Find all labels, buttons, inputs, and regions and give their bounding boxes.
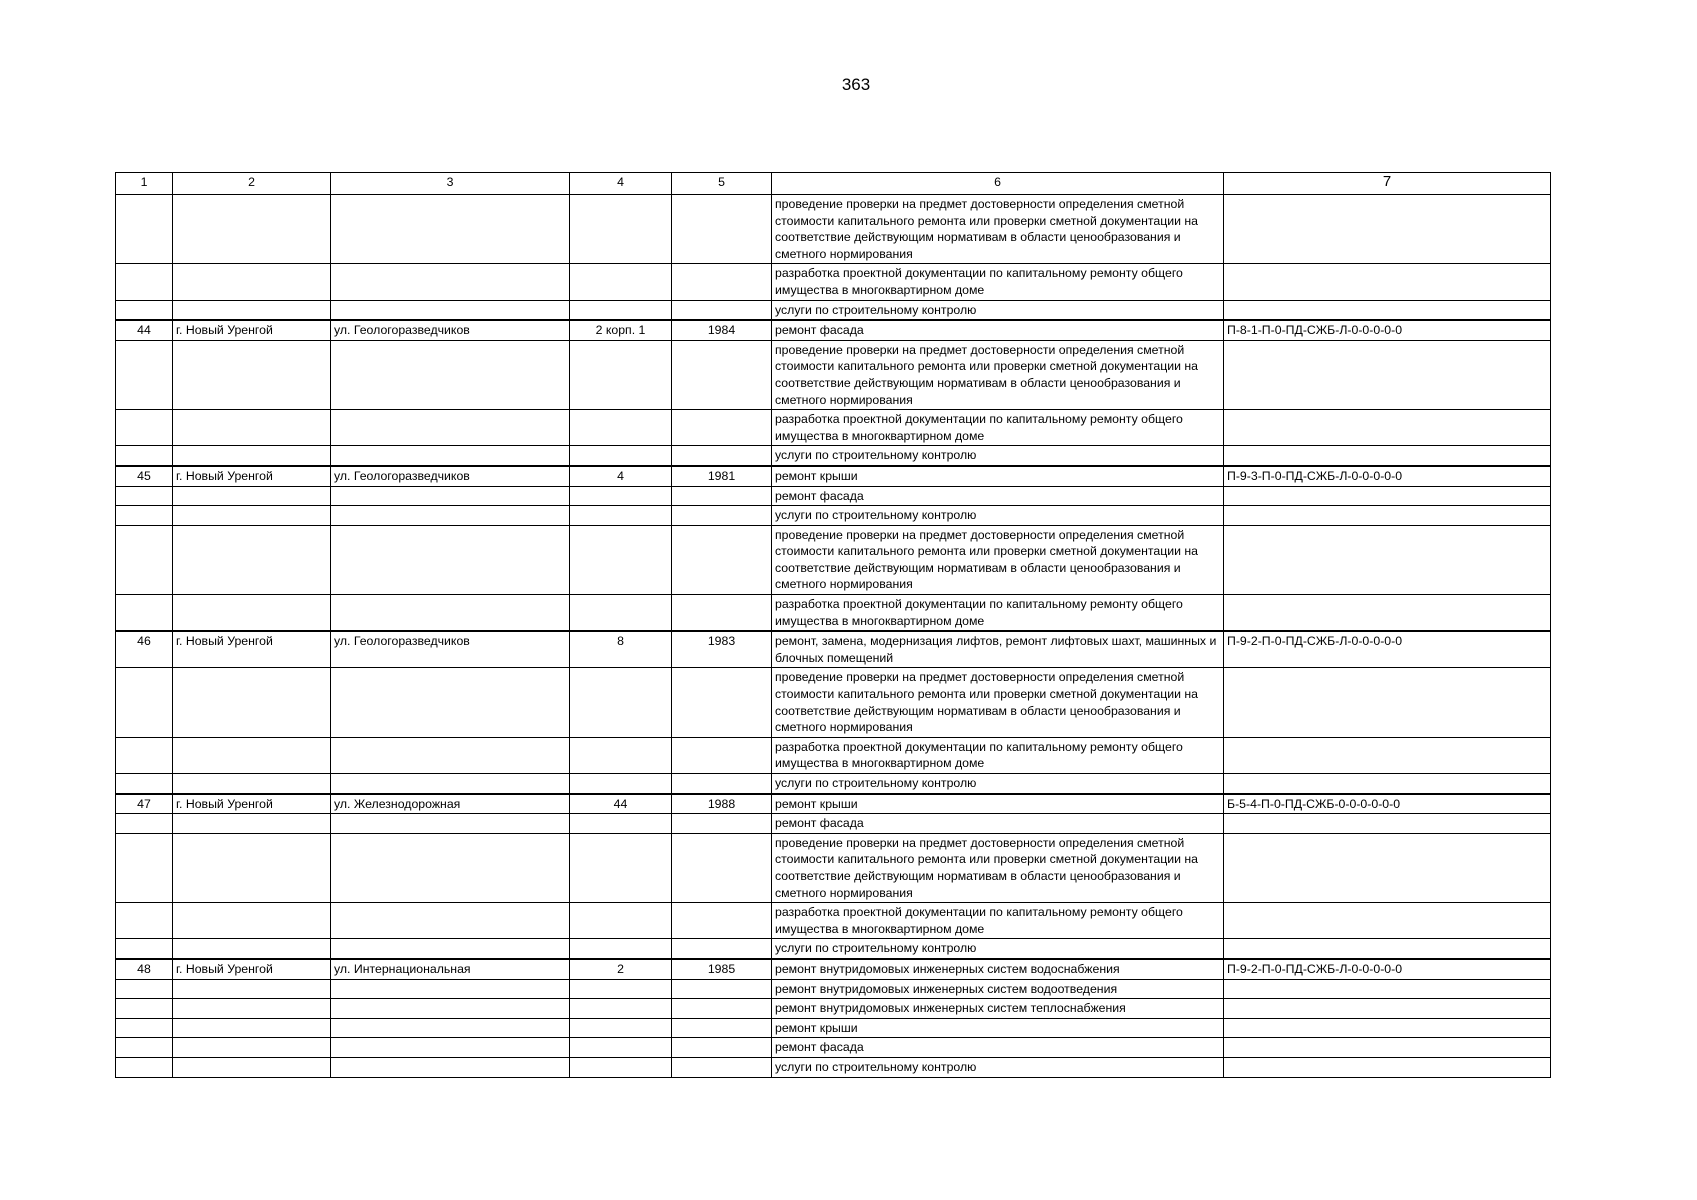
table-row — [116, 814, 1551, 834]
table-row — [116, 466, 1551, 486]
city-cell — [173, 939, 331, 959]
year-built-cell — [672, 195, 772, 264]
city-cell — [173, 668, 331, 737]
building-code-cell: П-9-2-П-0-ПД-СЖБ-Л-0-0-0-0-0 — [1224, 631, 1551, 668]
work-type-cell: разработка проектной документации по капитальному ремонту общего имущества в многоквартирном доме — [772, 410, 1224, 446]
year-built-cell — [672, 903, 772, 939]
year-built-cell: 1988 — [672, 794, 772, 814]
city-cell — [173, 340, 331, 409]
building-code-cell — [1224, 340, 1551, 409]
row-number-cell: 48 — [116, 959, 173, 979]
year-built-cell — [672, 1018, 772, 1038]
header-cell: 3 — [331, 173, 570, 195]
row-number-cell: 44 — [116, 320, 173, 340]
street-cell — [331, 446, 570, 466]
work-type-cell: разработка проектной документации по капитальному ремонту общего имущества в многоквартирном доме — [772, 903, 1224, 939]
house-number-cell — [570, 668, 672, 737]
city-cell: г. Новый Уренгой — [173, 320, 331, 340]
city-cell — [173, 999, 331, 1019]
house-number-cell — [570, 999, 672, 1019]
year-built-cell — [672, 737, 772, 773]
city-cell — [173, 410, 331, 446]
work-type-cell: разработка проектной документации по капитальному ремонту общего имущества в многоквартирном доме — [772, 595, 1224, 632]
building-code-cell — [1224, 506, 1551, 526]
table-row — [116, 979, 1551, 999]
building-code-cell — [1224, 195, 1551, 264]
city-cell — [173, 774, 331, 794]
building-code-cell — [1224, 1018, 1551, 1038]
building-code-cell — [1224, 446, 1551, 466]
year-built-cell — [672, 979, 772, 999]
house-number-cell — [570, 1038, 672, 1058]
year-built-cell — [672, 1057, 772, 1077]
row-number-cell — [116, 1057, 173, 1077]
building-code-cell — [1224, 939, 1551, 959]
table-row — [116, 340, 1551, 409]
year-built-cell: 1983 — [672, 631, 772, 668]
house-number-cell — [570, 979, 672, 999]
row-number-cell — [116, 999, 173, 1019]
year-built-cell — [672, 446, 772, 466]
building-code-cell: П-8-1-П-0-ПД-СЖБ-Л-0-0-0-0-0 — [1224, 320, 1551, 340]
table-row — [116, 525, 1551, 594]
row-number-cell — [116, 903, 173, 939]
street-cell: ул. Геологоразведчиков — [331, 466, 570, 486]
year-built-cell: 1985 — [672, 959, 772, 979]
table-row — [116, 1018, 1551, 1038]
year-built-cell — [672, 506, 772, 526]
building-code-cell — [1224, 903, 1551, 939]
year-built-cell — [672, 410, 772, 446]
city-cell: г. Новый Уренгой — [173, 631, 331, 668]
work-type-cell: ремонт крыши — [772, 1018, 1224, 1038]
house-number-cell — [570, 340, 672, 409]
row-number-cell: 46 — [116, 631, 173, 668]
row-number-cell — [116, 300, 173, 320]
street-cell: ул. Геологоразведчиков — [331, 320, 570, 340]
house-number-cell — [570, 195, 672, 264]
row-number-cell — [116, 1038, 173, 1058]
street-cell — [331, 1038, 570, 1058]
house-number-cell: 2 корп. 1 — [570, 320, 672, 340]
work-type-cell: услуги по строительному контролю — [772, 1057, 1224, 1077]
building-code-cell — [1224, 264, 1551, 300]
building-code-cell — [1224, 525, 1551, 594]
work-type-cell: ремонт фасада — [772, 1038, 1224, 1058]
year-built-cell — [672, 1038, 772, 1058]
table-row — [116, 999, 1551, 1019]
table-row — [116, 903, 1551, 939]
house-number-cell — [570, 833, 672, 902]
city-cell: г. Новый Уренгой — [173, 466, 331, 486]
year-built-cell — [672, 525, 772, 594]
street-cell: ул. Интернациональная — [331, 959, 570, 979]
house-number-cell — [570, 486, 672, 506]
work-type-cell: услуги по строительному контролю — [772, 300, 1224, 320]
city-cell — [173, 737, 331, 773]
year-built-cell — [672, 833, 772, 902]
street-cell — [331, 195, 570, 264]
street-cell — [331, 340, 570, 409]
row-number-cell — [116, 979, 173, 999]
table-row — [116, 668, 1551, 737]
house-number-cell — [570, 446, 672, 466]
year-built-cell — [672, 774, 772, 794]
house-number-cell — [570, 300, 672, 320]
building-code-cell — [1224, 410, 1551, 446]
table-row — [116, 959, 1551, 979]
row-number-cell — [116, 506, 173, 526]
work-type-cell: проведение проверки на предмет достоверности определения сметной стоимости капитального ремонта или проверки сметной документации на соответствие действующим нормативам в области ценообразования и сметного нормирования — [772, 340, 1224, 409]
work-type-cell: проведение проверки на предмет достоверности определения сметной стоимости капитального ремонта или проверки сметной документации на соответствие действующим нормативам в области ценообразования и сметного нормирования — [772, 195, 1224, 264]
city-cell — [173, 833, 331, 902]
year-built-cell — [672, 340, 772, 409]
row-number-cell — [116, 264, 173, 300]
house-number-cell — [570, 939, 672, 959]
city-cell — [173, 979, 331, 999]
house-number-cell — [570, 737, 672, 773]
building-code-cell — [1224, 1057, 1551, 1077]
house-number-cell — [570, 1018, 672, 1038]
work-type-cell: услуги по строительному контролю — [772, 939, 1224, 959]
year-built-cell — [672, 264, 772, 300]
year-built-cell — [672, 814, 772, 834]
work-type-cell: разработка проектной документации по капитальному ремонту общего имущества в многоквартирном доме — [772, 264, 1224, 300]
table-row — [116, 506, 1551, 526]
work-type-cell: ремонт крыши — [772, 466, 1224, 486]
work-type-cell: проведение проверки на предмет достоверности определения сметной стоимости капитального ремонта или проверки сметной документации на соответствие действующим нормативам в области ценообразования и сметного нормирования — [772, 668, 1224, 737]
table-row — [116, 939, 1551, 959]
row-number-cell — [116, 737, 173, 773]
year-built-cell — [672, 486, 772, 506]
table-row — [116, 1038, 1551, 1058]
city-cell — [173, 525, 331, 594]
work-type-cell: услуги по строительному контролю — [772, 506, 1224, 526]
header-cell: 2 — [173, 173, 331, 195]
city-cell — [173, 1018, 331, 1038]
street-cell — [331, 774, 570, 794]
table-row — [116, 1057, 1551, 1077]
row-number-cell — [116, 814, 173, 834]
house-number-cell — [570, 814, 672, 834]
house-number-cell — [570, 1057, 672, 1077]
work-type-cell: проведение проверки на предмет достоверности определения сметной стоимости капитального ремонта или проверки сметной документации на соответствие действующим нормативам в области ценообразования и сметного нормирования — [772, 525, 1224, 594]
work-type-cell: услуги по строительному контролю — [772, 446, 1224, 466]
work-type-cell: ремонт фасада — [772, 486, 1224, 506]
page-number: 363 — [841, 75, 871, 94]
table-row — [116, 300, 1551, 320]
row-number-cell — [116, 486, 173, 506]
table-row — [116, 320, 1551, 340]
city-cell: г. Новый Уренгой — [173, 959, 331, 979]
header-cell: 4 — [570, 173, 672, 195]
building-code-cell — [1224, 833, 1551, 902]
building-code-cell — [1224, 595, 1551, 632]
city-cell — [173, 300, 331, 320]
table-row — [116, 446, 1551, 466]
building-code-cell: Б-5-4-П-0-ПД-СЖБ-0-0-0-0-0-0 — [1224, 794, 1551, 814]
street-cell — [331, 814, 570, 834]
house-number-cell: 44 — [570, 794, 672, 814]
city-cell — [173, 1057, 331, 1077]
street-cell: ул. Геологоразведчиков — [331, 631, 570, 668]
street-cell — [331, 939, 570, 959]
header-cell: 5 — [672, 173, 772, 195]
building-code-cell — [1224, 486, 1551, 506]
row-number-cell — [116, 833, 173, 902]
city-cell — [173, 595, 331, 632]
table-row — [116, 774, 1551, 794]
house-number-cell: 2 — [570, 959, 672, 979]
house-number-cell — [570, 525, 672, 594]
year-built-cell — [672, 668, 772, 737]
repair-register-table — [115, 172, 1551, 1078]
work-type-cell: ремонт, замена, модернизация лифтов, ремонт лифтовых шахт, машинных и блочных помещений — [772, 631, 1224, 668]
house-number-cell — [570, 595, 672, 632]
city-cell: г. Новый Уренгой — [173, 794, 331, 814]
house-number-cell — [570, 774, 672, 794]
city-cell — [173, 446, 331, 466]
house-number-cell — [570, 264, 672, 300]
table-row — [116, 833, 1551, 902]
city-cell — [173, 814, 331, 834]
street-cell — [331, 668, 570, 737]
row-number-cell: 47 — [116, 794, 173, 814]
street-cell — [331, 979, 570, 999]
year-built-cell: 1984 — [672, 320, 772, 340]
street-cell — [331, 264, 570, 300]
building-code-cell — [1224, 737, 1551, 773]
building-code-cell — [1224, 999, 1551, 1019]
work-type-cell: ремонт внутридомовых инженерных систем водоснабжения — [772, 959, 1224, 979]
street-cell — [331, 833, 570, 902]
house-number-cell: 8 — [570, 631, 672, 668]
building-code-cell — [1224, 979, 1551, 999]
work-type-cell: ремонт внутридомовых инженерных систем водоотведения — [772, 979, 1224, 999]
row-number-cell — [116, 195, 173, 264]
row-number-cell — [116, 595, 173, 632]
street-cell — [331, 1057, 570, 1077]
work-type-cell: услуги по строительному контролю — [772, 774, 1224, 794]
row-number-cell — [116, 668, 173, 737]
table-row — [116, 410, 1551, 446]
building-code-cell — [1224, 774, 1551, 794]
street-cell — [331, 486, 570, 506]
city-cell — [173, 486, 331, 506]
row-number-cell — [116, 446, 173, 466]
row-number-cell — [116, 525, 173, 594]
header-cell: 6 — [772, 173, 1224, 195]
year-built-cell — [672, 939, 772, 959]
street-cell — [331, 737, 570, 773]
year-built-cell — [672, 999, 772, 1019]
house-number-cell — [570, 903, 672, 939]
city-cell — [173, 1038, 331, 1058]
row-number-cell — [116, 1018, 173, 1038]
header-cell: 1 — [116, 173, 173, 195]
header-cell: 7 — [1224, 173, 1551, 195]
building-code-cell — [1224, 300, 1551, 320]
street-cell — [331, 595, 570, 632]
row-number-cell: 45 — [116, 466, 173, 486]
city-cell — [173, 903, 331, 939]
work-type-cell: ремонт внутридомовых инженерных систем теплоснабжения — [772, 999, 1224, 1019]
table-row — [116, 486, 1551, 506]
building-code-cell — [1224, 1038, 1551, 1058]
street-cell: ул. Железнодорожная — [331, 794, 570, 814]
table-header-row — [116, 173, 1551, 195]
house-number-cell: 4 — [570, 466, 672, 486]
street-cell — [331, 1018, 570, 1038]
work-type-cell: разработка проектной документации по капитальному ремонту общего имущества в многоквартирном доме — [772, 737, 1224, 773]
street-cell — [331, 410, 570, 446]
table-row — [116, 264, 1551, 300]
building-code-cell — [1224, 814, 1551, 834]
building-code-cell: П-9-3-П-0-ПД-СЖБ-Л-0-0-0-0-0 — [1224, 466, 1551, 486]
table-row — [116, 631, 1551, 668]
work-type-cell: ремонт крыши — [772, 794, 1224, 814]
row-number-cell — [116, 340, 173, 409]
year-built-cell: 1981 — [672, 466, 772, 486]
row-number-cell — [116, 939, 173, 959]
table-row — [116, 595, 1551, 632]
house-number-cell — [570, 410, 672, 446]
street-cell — [331, 525, 570, 594]
street-cell — [331, 999, 570, 1019]
city-cell — [173, 195, 331, 264]
year-built-cell — [672, 595, 772, 632]
building-code-cell — [1224, 668, 1551, 737]
work-type-cell: ремонт фасада — [772, 814, 1224, 834]
table-row — [116, 794, 1551, 814]
city-cell — [173, 264, 331, 300]
house-number-cell — [570, 506, 672, 526]
street-cell — [331, 300, 570, 320]
table-row — [116, 195, 1551, 264]
work-type-cell: ремонт фасада — [772, 320, 1224, 340]
row-number-cell — [116, 774, 173, 794]
work-type-cell: проведение проверки на предмет достоверности определения сметной стоимости капитального ремонта или проверки сметной документации на соответствие действующим нормативам в области ценообразования и сметного нормирования — [772, 833, 1224, 902]
street-cell — [331, 903, 570, 939]
year-built-cell — [672, 300, 772, 320]
row-number-cell — [116, 410, 173, 446]
table-row — [116, 737, 1551, 773]
building-code-cell: П-9-2-П-0-ПД-СЖБ-Л-0-0-0-0-0 — [1224, 959, 1551, 979]
street-cell — [331, 506, 570, 526]
city-cell — [173, 506, 331, 526]
